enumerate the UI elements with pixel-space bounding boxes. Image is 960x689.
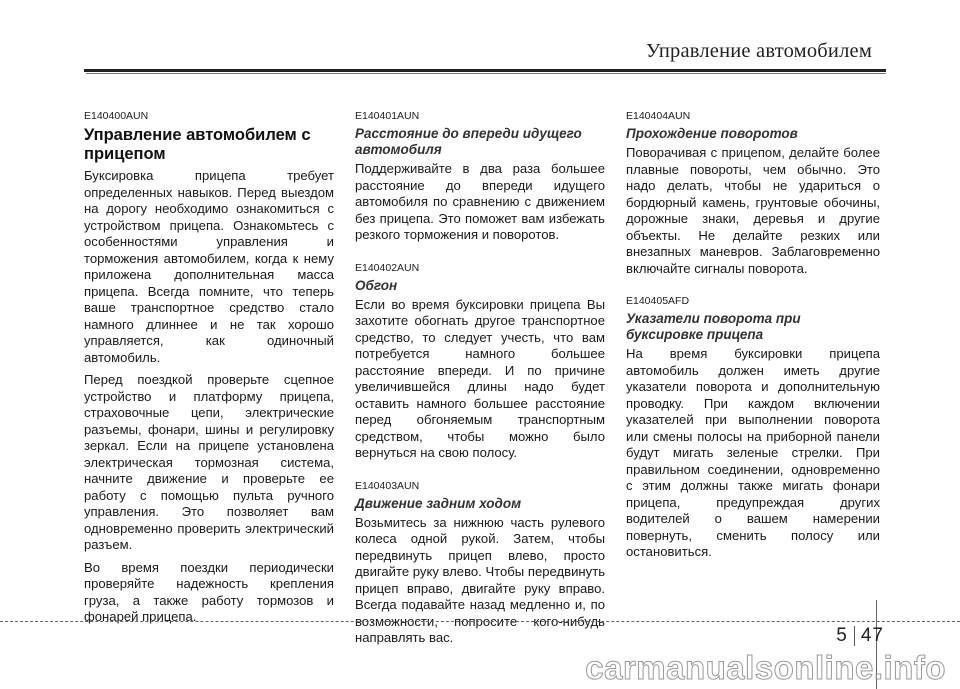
page-header-title: Управление автомобилем [645, 40, 872, 62]
section-code: E140404AUN [626, 110, 691, 122]
page-number [836, 625, 884, 647]
section-code: E140400AUN [84, 110, 149, 122]
subsection-title: Обгон [355, 277, 398, 293]
section-code: E140403AUN [355, 479, 420, 492]
subsection-title: Расстояние до впереди идущего автомобиля [355, 126, 582, 157]
paragraph: Во время поездки периодически проверяйте надежность крепления груза, а также работу тормозов и фонарей прицепа. [84, 559, 334, 624]
header-rule [84, 69, 886, 72]
section-code: E140405AFD [626, 295, 690, 307]
column-1 [84, 110, 334, 632]
paragraph: Перед поездкой проверьте сцепное устройство и платформу прицепа, страховочные цепи, электрические разъемы, фонари, шины и регулировку зеркал. Если на прицепе установлена электрическая тормозная система, начните движение и проверьте ее работу с помощью пульта ручного управления. Это позволяет вам одновременно проверить электрический разъем. [84, 372, 334, 552]
paragraph: На время буксировки прицепа автомобиль должен иметь другие указатели поворота и дополнительную проводку. При каждом включении указателей при выполнении поворота или смены полосы на приборной панели будут мигать зеленые стрелки. При правильном соединении, одновременно с этим должны также мигать фонари прицепа, предупреждая других водителей о вашем намерении повернуть, сменить полосу или остановиться. [626, 346, 880, 559]
section-code: E140401AUN [355, 110, 420, 122]
paragraph: Буксировка прицепа требует определенных навыков. Перед выездом на дорогу необходимо ознакомиться с устройством прицепа. Ознакомьтесь с особенностями управления и торможения автомобилем, когда к нему приложена дополнительная масса прицепа. Всегда помните, что теперь ваше транспортное средство стало намного длиннее и не так хорошо управляется, как одиночный автомобиль. [84, 168, 334, 365]
watermark-text: carmanualsonline.info [585, 649, 946, 686]
paragraph: Поворачивая с прицепом, делайте более плавные повороты, чем обычно. Это надо делать, чтобы не удариться о бордюрный камень, грунтовые обочины, дорожные знаки, деревья и другие объекты. Не делайте резких или внезапных маневров. Заблаговременно включайте сигналы поворота. [626, 145, 880, 276]
section-code: E140402AUN [355, 261, 420, 274]
paragraph: Если во время буксировки прицепа Вы захотите обогнать другое транспортное средство, то следует учесть, что вам потребуется намного большее расстояние впереди. И по причине увеличившейся длины надо будет оставить намного большее расстояние перед обгоняемым транспортным средством, чтобы можно было вернуться на свою полосу. [355, 296, 605, 460]
page-number-separator [854, 626, 855, 646]
paragraph: Возьмитесь за нижнюю часть рулевого колеса одной рукой. Затем, чтобы передвинуть прицеп влево, просто двигайте руку влево. Чтобы передвинуть прицеп вправо, двигайте руку вправо. Всегда подавайте назад медленно и, по возможности, попросите кого-нибудь направлять вас. [355, 514, 606, 645]
section-heading: Управление автомобилем с прицепом [84, 126, 311, 163]
subsection-title: Прохождение поворотов [626, 126, 798, 141]
page-number-value: 47 [860, 625, 884, 646]
footer-dashed-line [0, 621, 960, 622]
subsection-title: Движение задним ходом [355, 495, 522, 511]
column-3 [626, 110, 880, 567]
subsection-title: Указатели поворота при буксировке прицепа [626, 311, 801, 342]
header-rule-thin [86, 73, 886, 74]
column-2 [355, 110, 605, 653]
paragraph: Поддерживайте в два раза большее расстояние до впереди идущего автомобиля по сравнению с движением без прицепа. Это поможет вам избежать резкого торможения и поворотов. [355, 161, 605, 242]
chapter-number: 5 [836, 625, 848, 646]
